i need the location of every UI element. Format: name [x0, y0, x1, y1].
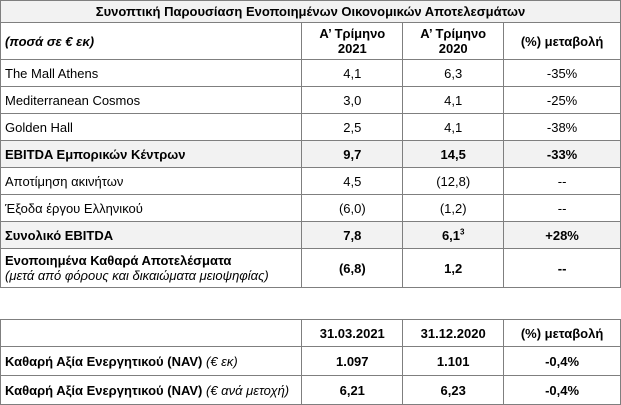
- row-label: Συνολικό EBITDA: [1, 222, 302, 249]
- col-header-2020-line2: 2020: [438, 41, 468, 56]
- nav-table: [0, 319, 621, 405]
- row-label-sub: (μετά από φόρους και δικαιώματα μειοψηφίας): [5, 268, 269, 283]
- value-2020: 14,5: [403, 141, 504, 168]
- value-change: --: [504, 249, 621, 288]
- value-change: -38%: [504, 114, 621, 141]
- value-2020: (12,8): [403, 168, 504, 195]
- value-2020: 6,3: [403, 60, 504, 87]
- value-2020-number: 6,1: [441, 227, 461, 243]
- nav-unit: (€ ανά μετοχή): [206, 382, 290, 398]
- value-2021: 7,8: [302, 222, 403, 249]
- nav-unit: (€ εκ): [206, 353, 238, 369]
- row-label: [1, 376, 302, 405]
- col-header-2021-line2: 2021: [337, 41, 367, 56]
- nav-value-change: -0,4%: [504, 347, 621, 376]
- table-row-total: [1, 222, 621, 249]
- footnote-marker: 3: [460, 227, 465, 237]
- value-change: -25%: [504, 87, 621, 114]
- nav-label: Καθαρή Αξία Ενεργητικού (NAV): [5, 353, 203, 369]
- nav-value-change: -0,4%: [504, 376, 621, 405]
- col-header-2021: [302, 23, 403, 60]
- table-row: [1, 168, 621, 195]
- row-label: EBITDA Εμπορικών Κέντρων: [1, 141, 302, 168]
- col-header-2020: [403, 23, 504, 60]
- row-label: Έξοδα έργου Ελληνικού: [1, 195, 302, 222]
- nav-header-empty: [1, 320, 302, 347]
- value-change: -35%: [504, 60, 621, 87]
- value-change: --: [504, 195, 621, 222]
- table-row: [1, 60, 621, 87]
- unit-header: (ποσά σε € εκ): [1, 23, 302, 60]
- value-2020: 4,1: [403, 87, 504, 114]
- row-label: Golden Hall: [1, 114, 302, 141]
- table-row: [1, 114, 621, 141]
- value-change: -33%: [504, 141, 621, 168]
- value-2021: (6,8): [302, 249, 403, 288]
- value-2020: (1,2): [403, 195, 504, 222]
- value-2020: [403, 222, 504, 249]
- nav-value-1: 1.097: [302, 347, 403, 376]
- col-header-2021-line1: Α’ Τρίμηνο: [319, 26, 386, 41]
- nav-value-2: 6,23: [403, 376, 504, 405]
- table-row: [1, 87, 621, 114]
- value-change: +28%: [504, 222, 621, 249]
- col-header-change: (%) μεταβολή: [504, 23, 621, 60]
- nav-label: Καθαρή Αξία Ενεργητικού (NAV): [5, 382, 203, 398]
- row-label-main: Ενοποιημένα Καθαρά Αποτελέσματα: [5, 253, 232, 268]
- value-2021: 2,5: [302, 114, 403, 141]
- table-row-subtotal: [1, 141, 621, 168]
- row-label: [1, 249, 302, 288]
- value-2021: 4,5: [302, 168, 403, 195]
- nav-value-2: 1.101: [403, 347, 504, 376]
- value-2021: 9,7: [302, 141, 403, 168]
- nav-col-header-change: (%) μεταβολή: [504, 320, 621, 347]
- row-label: The Mall Athens: [1, 60, 302, 87]
- table-title: Συνοπτική Παρουσίαση Ενοποιημένων Οικονομικών Αποτελεσμάτων: [1, 1, 621, 23]
- row-label: Αποτίμηση ακινήτων: [1, 168, 302, 195]
- table-gap: [0, 306, 621, 319]
- value-2020: 4,1: [403, 114, 504, 141]
- table-row: [1, 249, 621, 288]
- table-row: [1, 195, 621, 222]
- table-row: [1, 376, 621, 405]
- nav-value-1: 6,21: [302, 376, 403, 405]
- col-header-2020-line1: Α’ Τρίμηνο: [420, 26, 487, 41]
- row-label: [1, 347, 302, 376]
- value-change: --: [504, 168, 621, 195]
- value-2021: 4,1: [302, 60, 403, 87]
- table-row: [1, 347, 621, 376]
- value-2020: 1,2: [403, 249, 504, 288]
- value-2021: 3,0: [302, 87, 403, 114]
- value-2021: (6,0): [302, 195, 403, 222]
- row-label: Mediterranean Cosmos: [1, 87, 302, 114]
- nav-col-header-1: 31.03.2021: [302, 320, 403, 347]
- nav-col-header-2: 31.12.2020: [403, 320, 504, 347]
